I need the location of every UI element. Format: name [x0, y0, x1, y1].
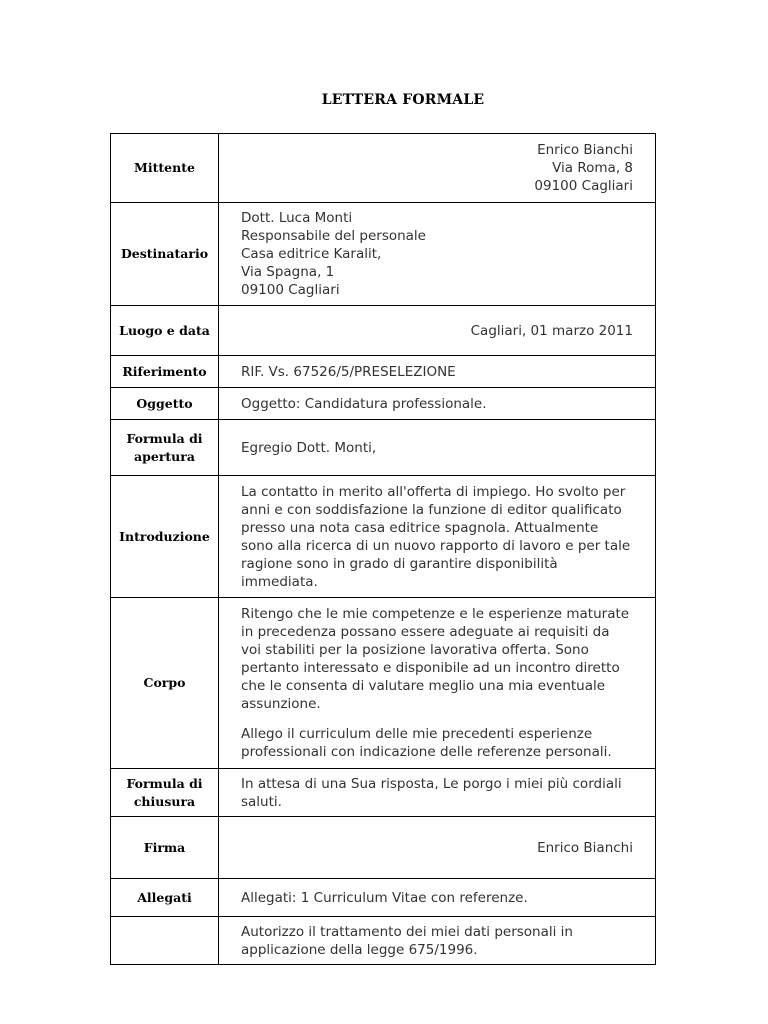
destinatario-content — [219, 203, 656, 306]
riferimento-label: Riferimento — [111, 356, 219, 388]
row-mittente — [111, 134, 656, 203]
row-formula-apertura — [111, 420, 656, 476]
row-oggetto — [111, 388, 656, 420]
row-corpo — [111, 598, 656, 769]
row-formula-chiusura — [111, 769, 656, 817]
firma-label: Firma — [111, 817, 219, 879]
formula-apertura-label: Formula di apertura — [111, 420, 219, 476]
destinatario-label: Destinatario — [111, 203, 219, 306]
formula-chiusura-label: Formula di chiusura — [111, 769, 219, 817]
mittente-content — [219, 134, 656, 203]
oggetto-content: Oggetto: Candidatura professionale. — [219, 388, 656, 420]
mittente-label: Mittente — [111, 134, 219, 203]
privacy-label — [111, 917, 219, 965]
letter-table — [110, 133, 656, 965]
row-luogo-data — [111, 306, 656, 356]
row-introduzione — [111, 476, 656, 598]
mittente-city: 09100 Cagliari — [534, 178, 633, 194]
formula-chiusura-content: In attesa di una Sua risposta, Le porgo i miei più cordiali saluti. — [219, 769, 656, 817]
row-firma — [111, 817, 656, 879]
riferimento-content: RIF. Vs. 67526/5/PRESELEZIONE — [219, 356, 656, 388]
privacy-content: Autorizzo il trattamento dei miei dati personali in applicazione della legge 675/1996. — [219, 917, 656, 965]
destinatario-role: Responsabile del personale — [241, 228, 426, 244]
luogo-data-label: Luogo e data — [111, 306, 219, 356]
introduzione-label: Introduzione — [111, 476, 219, 598]
row-destinatario — [111, 203, 656, 306]
introduzione-content: La contatto in merito all'offerta di impiego. Ho svolto per anni e con soddisfazione la funzione di editor qualificato presso una nota casa editrice spagnola. Attualmente sono alla ricerca di un nuovo rapporto di lavoro e per tale ragione sono in grado di garantire disponibilità immediata. — [219, 476, 656, 598]
destinatario-name: Dott. Luca Monti — [241, 210, 353, 226]
oggetto-label: Oggetto — [111, 388, 219, 420]
row-riferimento — [111, 356, 656, 388]
corpo-paragraph: Allego il curriculum delle mie precedenti esperienze professionali con indicazione delle referenze personali. — [241, 726, 612, 760]
luogo-data-content: Cagliari, 01 marzo 2011 — [219, 306, 656, 356]
corpo-label: Corpo — [111, 598, 219, 769]
document-title: LETTERA FORMALE — [321, 92, 485, 108]
formula-apertura-content: Egregio Dott. Monti, — [219, 420, 656, 476]
corpo-paragraph: Ritengo che le mie competenze e le esperienze maturate in precedenza possano essere adeguate ai requisiti da voi stabiliti per la posizione lavorativa offerta. Sono pertanto interessato e disponibile ad un incontro diretto che le consenta di valutare meglio una mia eventuale assunzione. — [241, 606, 630, 712]
mittente-street: Via Roma, 8 — [552, 160, 633, 176]
allegati-content: Allegati: 1 Curriculum Vitae con referenze. — [219, 879, 656, 917]
destinatario-company: Casa editrice Karalit, — [241, 246, 382, 262]
destinatario-city: 09100 Cagliari — [241, 282, 340, 298]
row-privacy — [111, 917, 656, 965]
mittente-name: Enrico Bianchi — [537, 142, 633, 158]
corpo-content — [219, 598, 656, 769]
destinatario-street: Via Spagna, 1 — [241, 264, 335, 280]
allegati-label: Allegati — [111, 879, 219, 917]
row-allegati — [111, 879, 656, 917]
firma-content: Enrico Bianchi — [219, 817, 656, 879]
